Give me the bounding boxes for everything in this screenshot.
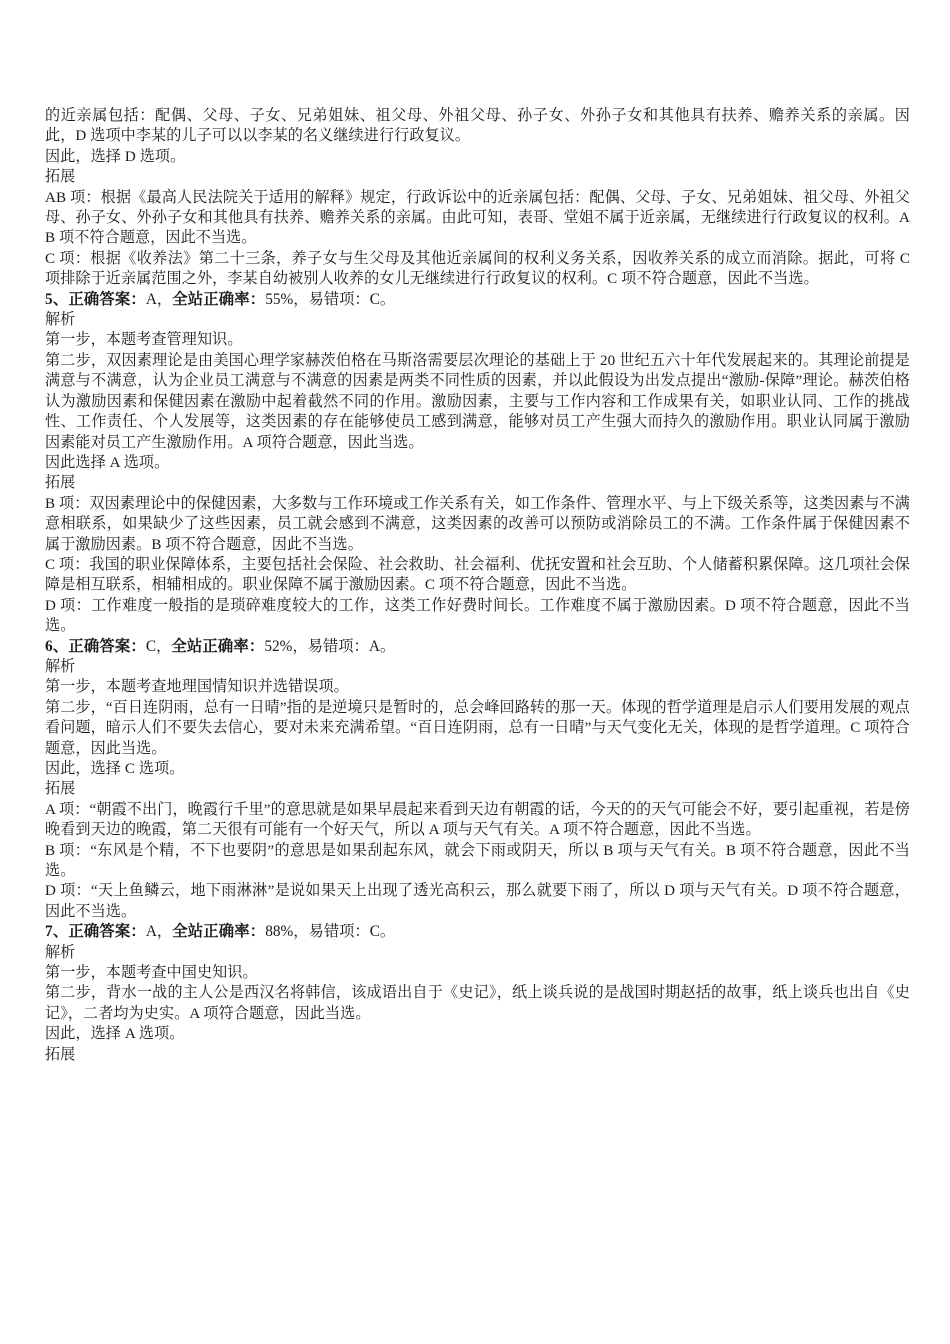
q7-accuracy-value: 88%，易错项：C。 bbox=[265, 923, 396, 941]
q5-accuracy-value: 55%，易错项：C。 bbox=[265, 290, 396, 308]
q4-body-text: 的近亲属包括：配偶、父母、子女、兄弟姐妹、祖父母、外祖父母、孙子女、外孙子女和其他具有扶养、赡养关系的亲属。因此，D 选项中李某的儿子可以以李某的名义继续进行行政复议。 bbox=[45, 108, 910, 145]
q7-accuracy-label: 全站正确率： bbox=[172, 923, 266, 941]
q5-extension-item-c: C 项：我国的职业保障体系，主要包括社会保险、社会救助、社会福利、优抚安置和社会互助、个人储蓄积累保障。这几项社会保障是相互联系，相辅相成的。职业保障不属于激励因素。C 项不符合题意，因此不当选。 bbox=[45, 556, 910, 594]
q7-extension-label: 拓展 bbox=[45, 1046, 76, 1063]
q5-extension-item-d: D 项：工作难度一般指的是琐碎难度较大的工作，这类工作好费时间长。工作难度不属于激励因素。D 项不符合题意，因此不当选。 bbox=[45, 597, 910, 635]
q5-accuracy-label: 全站正确率： bbox=[172, 290, 266, 308]
q6-analysis-label: 解析 bbox=[45, 658, 76, 675]
q7-step-2: 第二步，背水一战的主人公是西汉名将韩信，该成语出自于《史记》，纸上谈兵说的是战国时期赵括的故事，纸上谈兵也出自《史记》，二者均为史实。A 项符合题意，因此当选。 bbox=[45, 985, 910, 1022]
q6-accuracy-label: 全站正确率： bbox=[171, 637, 265, 655]
q7-conclusion: 因此，选择 A 选项。 bbox=[45, 1026, 185, 1043]
q6-extension-item-b: B 项：“东风是个精，不下也要阴”的意思是如果刮起东风，就会下雨或阴天，所以 B 项与天气有关。B 项不符合题意，因此不当选。 bbox=[45, 842, 910, 880]
q5-answer-value: A， bbox=[145, 290, 173, 308]
q6-extension-item-d: D 项：“天上鱼鳞云，地下雨淋淋”是说如果天上出现了透光高积云，那么就要下雨了，所以 D 项与天气有关。D 项不符合题意，因此不当选。 bbox=[45, 883, 910, 920]
q4-conclusion: 因此，选择 D 选项。 bbox=[45, 148, 186, 165]
question-5-block bbox=[45, 290, 910, 637]
q7-step-1: 第一步，本题考查中国史知识。 bbox=[45, 965, 258, 982]
q5-step-1: 第一步，本题考查管理知识。 bbox=[45, 332, 243, 349]
q7-analysis-label: 解析 bbox=[45, 944, 76, 961]
q5-conclusion: 因此选择 A 选项。 bbox=[45, 454, 170, 471]
q5-analysis-label: 解析 bbox=[45, 312, 76, 329]
q5-extension-item-b: B 项：双因素理论中的保健因素，大多数与工作环境或工作关系有关，如工作条件、管理水平、与上下级关系等，这类因素与不满意相联系，如果缺少了这些因素，员工就会感到不满意，这类因素的改善可以预防或消除员工的不满。工作条件属于保健因素不属于激励因素。B 项不符合题意，因此不当选。 bbox=[45, 495, 910, 553]
q6-conclusion: 因此，选择 C 选项。 bbox=[45, 761, 185, 777]
q6-answer-header bbox=[45, 637, 910, 657]
q5-step-2: 第二步，双因素理论是由美国心理学家赫茨伯格在马斯洛需要层次理论的基础上于 20 世纪五六十年代发展起来的。其理论前提是满意与不满意，认为企业员工满意与不满意的因素是两类不同性质的因素，并以此假设为出发点提出“激励-保障”理论。赫茨伯格认为激励因素和保健因素在激励中起着截然不同的作用。激励因素，主要与工作内容和工作成果有关，如职业认同、工作的挑战性、工作责任、个人发展等，这类因素的存在能够使员工感到满意，能够对员工产生强大而持久的激励作用。职业认同属于激励因素能对员工产生激励作用。A 项符合题意，因此当选。 bbox=[45, 352, 910, 451]
q5-answer-prefix: 5、正确答案： bbox=[45, 290, 146, 308]
q7-answer-value: A， bbox=[145, 923, 173, 941]
q4-extension-label: 拓展 bbox=[45, 169, 76, 186]
q6-step-1: 第一步，本题考查地理国情知识并选错误项。 bbox=[45, 679, 349, 696]
document-body bbox=[45, 106, 910, 1065]
q7-answer-header bbox=[45, 922, 910, 942]
q6-extension-item-a: A 项：“朝霞不出门，晚霞行千里”的意思就是如果早晨起来看到天边有朝霞的话，今天的的天气可能会不好，要引起重视，若是傍晚看到天边的晚霞，第二天很有可能有一个好天气，所以 A 项与天气有关。A 项不符合题意，因此不当选。 bbox=[45, 801, 910, 839]
q6-accuracy-value: 52%，易错项：A。 bbox=[264, 637, 396, 655]
q6-extension-label: 拓展 bbox=[45, 781, 76, 798]
q7-answer-prefix: 7、正确答案： bbox=[45, 923, 146, 941]
question-4-continuation bbox=[45, 106, 910, 290]
q5-extension-label: 拓展 bbox=[45, 475, 76, 492]
q6-answer-prefix: 6、正确答案： bbox=[45, 637, 146, 655]
q5-answer-header bbox=[45, 290, 910, 310]
q6-answer-value: C， bbox=[145, 637, 172, 655]
question-7-block bbox=[45, 922, 910, 1065]
q6-step-2: 第二步，“百日连阴雨，总有一日晴”指的是逆境只是暂时的，总会峰回路转的那一天。体现的哲学道理是启示人们要用发展的观点看问题，暗示人们不要失去信心，要对未来充满希望。“百日连阴雨，总有一日晴”与天气变化无关，体现的是哲学道理。C 项符合题意，因此当选。 bbox=[45, 699, 910, 757]
question-6-block bbox=[45, 637, 910, 923]
q4-extension-item-ab: AB 项：根据《最高人民法院关于适用的解释》规定，行政诉讼中的近亲属包括：配偶、父母、子女、兄弟姐妹、祖父母、外祖父母、孙子女、外孙子女和其他具有扶养、赡养关系的亲属。由此可知，表哥、堂姐不属于近亲属，无继续进行行政复议的权利。AB 项不符合题意，因此不当选。 bbox=[45, 189, 910, 247]
q4-extension-item-c: C 项：根据《收养法》第二十三条，养子女与生父母及其他近亲属间的权利义务关系，因收养关系的成立而消除。据此，可将 C 项排除于近亲属范围之外，李某自幼被别人收养的女儿无继续进行行政复议的权利。C 项不符合题意，因此不当选。 bbox=[45, 250, 910, 288]
